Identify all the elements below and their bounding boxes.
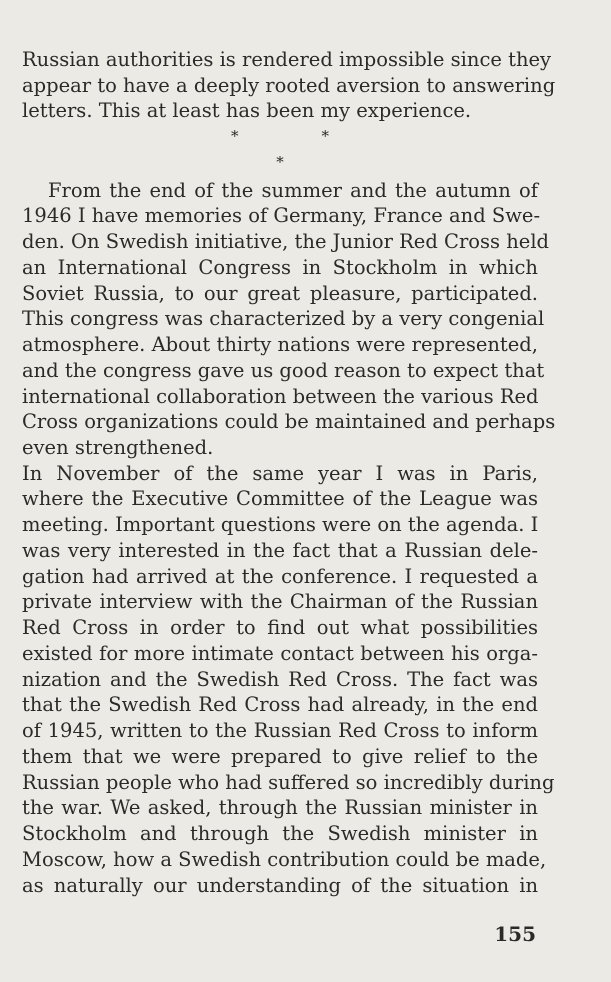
text-line: as naturally our understanding of the situation in [22,873,538,897]
text-line: Russian authorities is rendered impossible since they [22,48,552,71]
asterisk: * [276,152,284,171]
text-line: Red Cross in order to find out what possibilities [22,616,538,640]
text-line: den. On Swedish initiative, the Junior Red Cross held [22,230,550,254]
text-line: meeting. Important questions were on the agenda. I [22,513,539,537]
text-line: where the Executive Committee of the League was [22,487,538,511]
text-line: that the Swedish Red Cross had already, in the end [22,693,538,717]
text-line: the war. We asked, through the Russian minister in [22,796,538,820]
text-line: and the congress gave us good reason to expect that [22,358,545,382]
text-line: Soviet Russia, to our great pleasure, participated. [22,281,538,305]
text-line: existed for more intimate contact between his orga- [22,641,538,665]
text-line: Moscow, how a Swedish contribution could be made, [22,847,547,871]
text-line: Russian people who had suffered so incredibly during [22,770,555,794]
asterisk: * [321,127,329,146]
text-line: nization and the Swedish Red Cross. The fact was [22,667,538,691]
text-line: of 1945, written to the Russian Red Cross to inform [22,719,538,743]
page-number: 155 [494,922,536,946]
text-line: an International Congress in Stockholm in which [22,255,538,279]
text-line: Stockholm and through the Swedish minister in [22,822,538,846]
text-line: appear to have a deeply rooted aversion to answering [22,73,556,97]
text-line: was very interested in the fact that a Russian dele- [22,538,538,562]
text-line: atmosphere. About thirty nations were represented, [22,333,538,357]
text-line: even strengthened. [22,436,214,460]
section-separator [22,124,538,150]
text-line: Cross organizations could be maintained and perhaps [22,410,556,434]
text-line: This congress was characterized by a very congenial [22,307,545,331]
text-line: From the end of the summer and the autumn of [48,178,538,202]
text-line: them that we were prepared to give relief to the [22,744,538,768]
text-line: international collaboration between the various Red [22,384,539,408]
paragraph [22,178,556,461]
text-line: In November of the same year I was in Paris, [22,461,538,485]
paragraph [22,461,555,898]
page-body [22,47,556,898]
text-line: 1946 I have memories of Germany, France and Swe- [22,204,541,228]
asterisk: * [231,127,239,146]
text-line: gation had arrived at the conference. I requested a [22,564,538,588]
text-line: letters. This at least has been my experience. [22,99,472,123]
text-line: private interview with the Chairman of the Russian [22,590,538,614]
